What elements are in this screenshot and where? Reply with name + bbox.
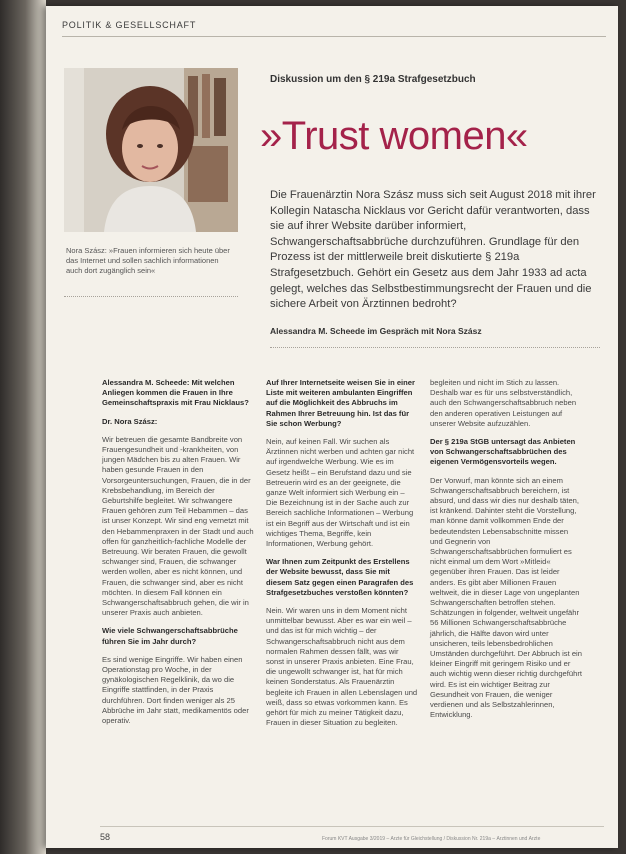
byline-rule — [270, 347, 600, 348]
interview-question: Wie viele Schwangerschaftsabbrüche führen Sie im Jahr durch? — [102, 626, 238, 646]
photo-caption: Nora Szász: »Frauen informieren sich heute über das Internet und sollen sachlich informationen auch dort zugänglich sein« — [66, 246, 230, 275]
interview-question: War Ihnen zum Zeitpunkt des Erstellens der Website bewusst, dass Sie mit diesem Satz gegen einen Paragrafen des Strafgesetzbuches verstoßen könnten? — [266, 557, 414, 597]
interview-question: Der § 219a StGB untersagt das Anbieten von Schwangerschaftsabbrüchen des eigenen Vermögensvorteils wegen. — [430, 437, 576, 467]
interview-question: Alessandra M. Scheede: Mit welchen Anliegen kommen die Frauen in Ihre Gemeinschaftspraxis mit Frau Nicklaus? — [102, 378, 249, 408]
interview-answer: Wir betreuen die gesamte Bandbreite von Frauengesundheit und -krankheiten, von jungen Mädchen bis zu alten Frauen. Wir haben gesunde Frauen in den Vorsorgeuntersuchungen, Frauen, die in der Krebsbehandlung, im Bereich der Geburtshilfe begleitet. Wir schwangere Frauen gehören zum Teil Hebammen – das ist unser Konzept. Wir sind eng vernetzt mit den Hebammenpraxen in der Stadt und auch offen für ganzheitlich-fachliche Modelle der Betreuung. Wir beraten Frauen, die gewollt schwanger sind, Frauen, die schwanger werden wollen, aber es nicht können, und Frauen, die schwanger sind, aber es nicht möchten. In diesem Fall können ein Schwangerschaftsabbruch gehen, die wir in unserer Praxis auch anbieten. — [102, 434, 254, 618]
interview-answer: Nein. Wir waren uns in dem Moment nicht unmittelbar bewusst. Aber es war ein weil – und das ist für mich wichtig – der Schwangerschaftsabbruch nicht aus dem normalen Rahmen dessen fällt, was wir sonst in unserer Praxis anbieten. Eine Frau, die ungewollt schwanger ist, hat für mich keinen Sonderstatus. Als Frauenärztin begleite ich Frauen in allen Lebenslagen und weiß, dass so etwas vorkommen kann. Es gehört für mich zu meiner Tätigkeit dazu, Frauen in dieser Situation zu begleiten. — [266, 606, 418, 728]
section-label: POLITIK & GESELLSCHAFT — [62, 20, 197, 30]
article-byline: Alessandra M. Scheede im Gespräch mit Nora Szász — [270, 326, 482, 336]
article-headline: »Trust women« — [260, 114, 528, 158]
interview-question: Dr. Nora Szász: — [102, 416, 158, 426]
top-rule — [62, 36, 606, 37]
page-footer: Forum KVT Ausgabe 3/2019 – Ärzte für Gleichstellung / Diskussion Nr. 219a – Ärztinnen und Ärzte — [322, 836, 541, 842]
article-intro: Die Frauenärztin Nora Szász muss sich seit August 2018 mit ihrer Kollegin Natascha Nicklaus vor Gericht dafür verantworten, dass sie auf ihrer Website darüber informiert, Schwangerschaftsabbrüche durchzuführen. Grundlage für den Prozess ist der mittlerweile breit diskutierte § 219a Strafgesetzbuch. Gehört ein Gesetz aus dem Jahr 1933 ad acta gelegt, welches das Selbstbestimmungsrecht der Frauen und die sichere Arbeit von Ärztinnen bedroht? — [270, 189, 596, 311]
page-number: 58 — [100, 832, 111, 842]
interview-answer: Nein, auf keinen Fall. Wir suchen als Ärztinnen nicht werben und achten gar nicht auf irgendwelche Werbung. Wie es im Gesetz heißt – ein Berufstand dazu und sie Betreuerin wird es an der geeignete, die ganze Welt informiert sich Werbung ein – Die Bezeichnung ist in der Sache auch zur Bereich sachliche Informationen – Werbung ist ein Begriff aus der Wirtschaft und ist ein wichtiges Thema, Begriffe, kein Informationen, Werbung gehört. — [266, 437, 415, 549]
text-column-1 — [102, 378, 254, 734]
interview-answer: Der Vorwurf, man könnte sich an einem Schwangerschaftsabbruch bereichern, ist absurd, und dass wir dies nur deshalb täten, ist kränkend. Dahinter steht die Vorstellung, man könne damit vollkommen Ende der bedeutendsten Lebensabschnitte missen und Gegnerin von Schwangerschaftsabbrüchen formuliert es nicht einmal um dem Wort »Mitleid« gegenüber ihren Frauen. Das ist leider anders. Es gibt aber Millionen Frauen weltweit, die in dieser Lage von ungeplanten Schwangerschaften betroffen stehen. Schätzungen in folgender, weltweit ungefähr 56 Millionen Schwangerschaftsabbrüche jährlich, die Hälfte davon wird unter unsicheren, teils lebensbedrohlichen Umständen durchgeführt. Der Abbruch ist ein kleiner Eingriff mit geringem Risiko und er auch wichtig wenn dieser richtig durchgeführt wird. Es ist ein wichtiger Beitrag zur Gesundheit von Frauen, die weniger verdienen und als Selbstzahlerinnen, Entwicklung. — [430, 475, 582, 720]
interview-answer: begleiten und nicht im Stich zu lassen. Deshalb war es für uns selbstverständlich, auch den Schwangerschaftsabbruch neben den anderen operativen Leistungen auf unserer Website aufzuzählen. — [430, 378, 577, 428]
portrait-photo — [64, 68, 238, 232]
caption-rule — [64, 296, 238, 297]
text-column-2 — [266, 378, 418, 737]
bottom-rule — [100, 826, 604, 827]
article-kicker: Diskussion um den § 219a Strafgesetzbuch — [270, 74, 476, 85]
interview-answer: Es sind wenige Eingriffe. Wir haben einen Operationstag pro Woche, in der gynäkologischen Regelklinik, da wo die Eingriffe stattfinden, in der Praxis durchführen. Dort finden weniger als 25 Abbrüche im Jahr statt, medikamentös oder operativ. — [102, 654, 249, 726]
interview-question: Auf Ihrer Internetseite weisen Sie in einer Liste mit weiteren ambulanten Eingriffen auf die Möglichkeit des Abbruchs im Rahmen Ihrer Betreuung hin. Ist das für Sie schon Werbung? — [266, 378, 415, 428]
magazine-page — [46, 6, 618, 848]
text-column-3 — [430, 378, 582, 729]
adjacent-page-edge — [0, 0, 46, 854]
